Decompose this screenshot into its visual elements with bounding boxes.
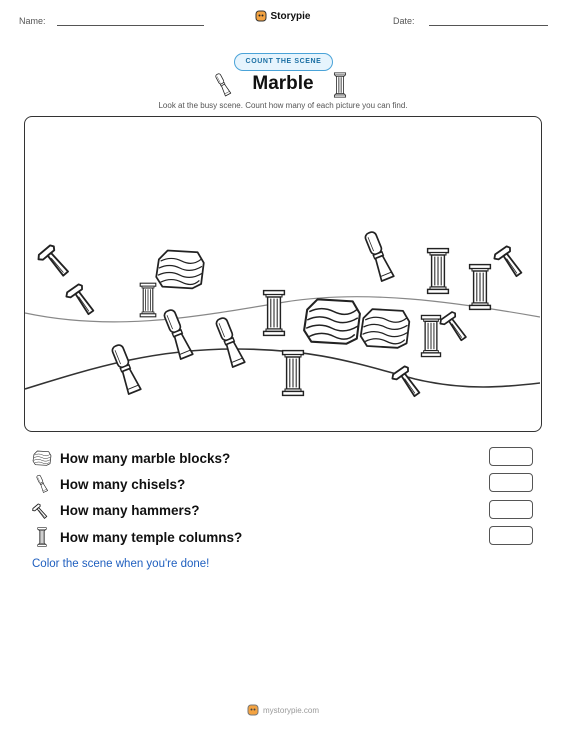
scene-marble-block xyxy=(156,251,204,289)
question-text: How many temple columns? xyxy=(60,529,243,545)
chisel-icon xyxy=(32,474,52,494)
date-line[interactable] xyxy=(429,25,548,26)
name-line[interactable] xyxy=(57,25,204,26)
hammer-icon xyxy=(32,500,52,520)
scene-hammer xyxy=(36,244,72,281)
page-title: Marble xyxy=(252,73,314,94)
title-column-icon xyxy=(333,72,347,98)
coloring-note: Color the scene when you're done! xyxy=(32,558,210,570)
scene-hammer xyxy=(493,245,526,280)
scene-temple-column xyxy=(140,283,156,317)
storypie-logo-icon xyxy=(255,10,267,22)
instructions: Look at the busy scene. Count how many of each picture you can find. xyxy=(158,101,408,110)
scene-hammer xyxy=(391,365,424,400)
scene-chisel xyxy=(363,230,394,281)
brand xyxy=(0,10,566,22)
scene-marble-block xyxy=(304,299,360,343)
question-row-chisel xyxy=(32,474,185,494)
storypie-footer-logo-icon xyxy=(247,704,259,716)
scene-temple-column xyxy=(421,315,440,356)
scene-marble-block xyxy=(361,309,410,348)
marble-block-icon xyxy=(32,449,52,467)
scene-hammer xyxy=(439,311,470,345)
question-text: How many chisels? xyxy=(60,476,186,492)
scene-chisel xyxy=(110,343,141,394)
answer-box-hammer[interactable] xyxy=(489,500,533,519)
scene-temple-column xyxy=(470,265,491,310)
question-text: How many marble blocks? xyxy=(60,450,231,466)
question-row-marble xyxy=(32,448,230,468)
scene-frame xyxy=(24,116,542,432)
answer-box-chisel[interactable] xyxy=(489,473,533,492)
brand-name: Storypie xyxy=(270,10,311,22)
scene-chisel xyxy=(214,316,245,367)
question-row-hammer xyxy=(32,500,200,520)
answer-box-marble[interactable] xyxy=(489,447,533,466)
scene-temple-column xyxy=(283,351,304,396)
name-label: Name: xyxy=(19,16,46,26)
scene-hammer xyxy=(65,283,98,318)
answer-box-column[interactable] xyxy=(489,526,533,545)
question-row-column xyxy=(32,527,242,547)
scene-temple-column xyxy=(264,291,285,336)
temple-column-icon xyxy=(32,527,52,547)
back-hill-line xyxy=(25,297,540,322)
question-text: How many hammers? xyxy=(60,502,200,518)
scene-chisel xyxy=(162,308,193,359)
scene-temple-column xyxy=(428,249,449,294)
activity-badge: COUNT THE SCENE xyxy=(234,53,333,71)
busy-scene xyxy=(25,117,540,430)
footer xyxy=(0,704,566,716)
date-label: Date: xyxy=(393,16,415,26)
footer-url[interactable]: mystorypie.com xyxy=(262,705,319,715)
